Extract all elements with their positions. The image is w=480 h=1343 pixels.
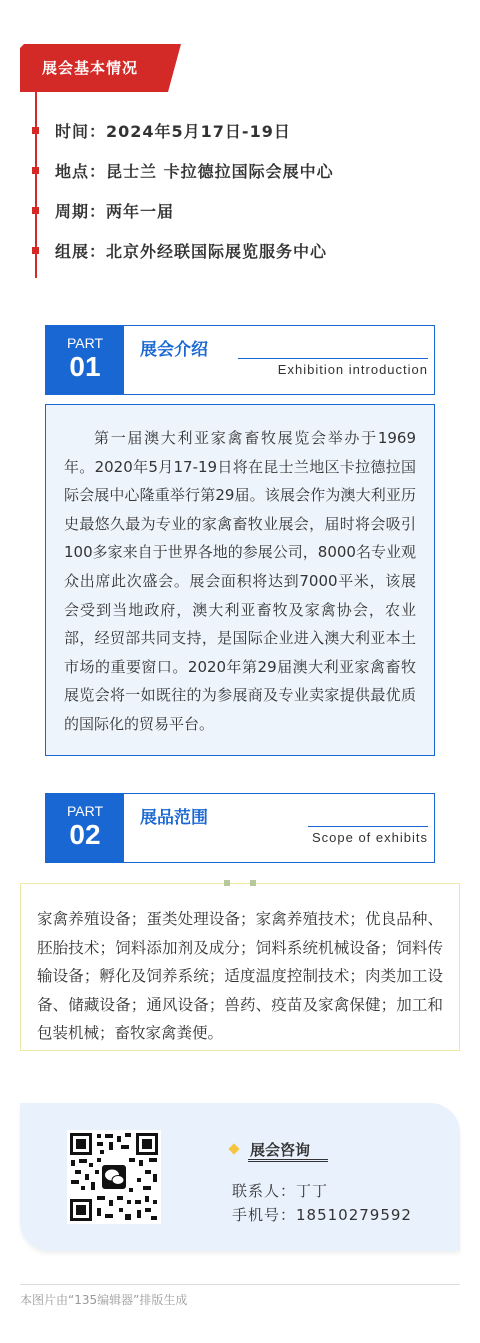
part-badge bbox=[46, 326, 124, 394]
section-title: 展品范围 bbox=[140, 808, 208, 828]
decorative-square-icon bbox=[250, 880, 256, 886]
contact-phone[interactable]: 手机号：18510279592 bbox=[232, 1206, 412, 1224]
contact-title: 展会咨询 bbox=[250, 1140, 311, 1159]
decorative-square-icon bbox=[224, 880, 230, 886]
info-text: 地点：昆士兰 卡拉德拉国际会展中心 bbox=[55, 161, 334, 181]
section-subtitle: Exhibition introduction bbox=[277, 362, 428, 377]
diamond-icon bbox=[228, 1143, 239, 1154]
part-number: 01 bbox=[69, 351, 101, 382]
info-row-location bbox=[32, 158, 334, 182]
footer-divider bbox=[20, 1284, 460, 1285]
intro-content-box bbox=[45, 404, 435, 756]
wechat-qr-code-icon bbox=[67, 1130, 161, 1224]
info-text: 组展：北京外经联国际展览服务中心 bbox=[55, 241, 328, 261]
contact-person: 联系人：丁丁 bbox=[232, 1182, 329, 1200]
scope-paragraph: 家禽养殖设备；蛋类处理设备；家禽养殖技术；优良品种、胚胎技术；饲料添加剂及成分；饲料系统机械设备；饲料传输设备；孵化及饲养系统；适度温度控制技术；肉类加工设备、储藏设备；通风设备；兽药、疫苗及家禽保健；加工和包装机械；畜牧家禽粪便。 bbox=[37, 910, 443, 1042]
intro-paragraph: 第一届澳大利亚家禽畜牧展览会举办于1969年。2020年5月17-19日将在昆士兰地区卡拉德拉国际会展中心隆重举行第29届。该展会作为澳大利亚历史最悠久最为专业的家禽畜牧业展会，届时将会吸引100多家来自于世界各地的参展公司，8000名专业观众出席此次盛会。展会面积将达到7000平米，该展会受到当地政府，澳大利亚畜牧及家禽协会，农业部，经贸部共同支持，是国际企业进入澳大利亚本土市场的重要窗口。2020年第29届澳大利亚家禽畜牧展览会将一如既往的为参展商及专业卖家提供最优质的国际化的贸易平台。 bbox=[64, 429, 416, 733]
info-text: 周期：两年一届 bbox=[55, 201, 175, 221]
section-title: 展会介绍 bbox=[140, 340, 208, 360]
part-label: PART bbox=[66, 335, 104, 351]
part-number: 02 bbox=[69, 819, 101, 850]
part-badge bbox=[46, 794, 124, 862]
contact-title-underline bbox=[248, 1159, 328, 1162]
section-divider bbox=[238, 358, 428, 359]
bullet-square-icon bbox=[32, 167, 39, 174]
bullet-square-icon bbox=[32, 127, 39, 134]
section-subtitle: Scope of exhibits bbox=[311, 830, 428, 845]
info-row-organizer bbox=[32, 238, 327, 262]
section-header-scope bbox=[45, 793, 435, 863]
bullet-square-icon bbox=[32, 247, 39, 254]
info-row-time bbox=[32, 118, 291, 142]
part-label: PART bbox=[66, 803, 104, 819]
info-text: 时间：2024年5月17日-19日 bbox=[55, 121, 291, 141]
section-divider bbox=[308, 826, 428, 827]
section-header-intro bbox=[45, 325, 435, 395]
bullet-square-icon bbox=[32, 207, 39, 214]
info-row-cycle bbox=[32, 198, 174, 222]
banner-title: 展会基本情况 bbox=[41, 59, 138, 77]
scope-content-box bbox=[20, 883, 460, 1051]
footer-note: 本图片由“135编辑器”排版生成 bbox=[20, 1293, 188, 1307]
